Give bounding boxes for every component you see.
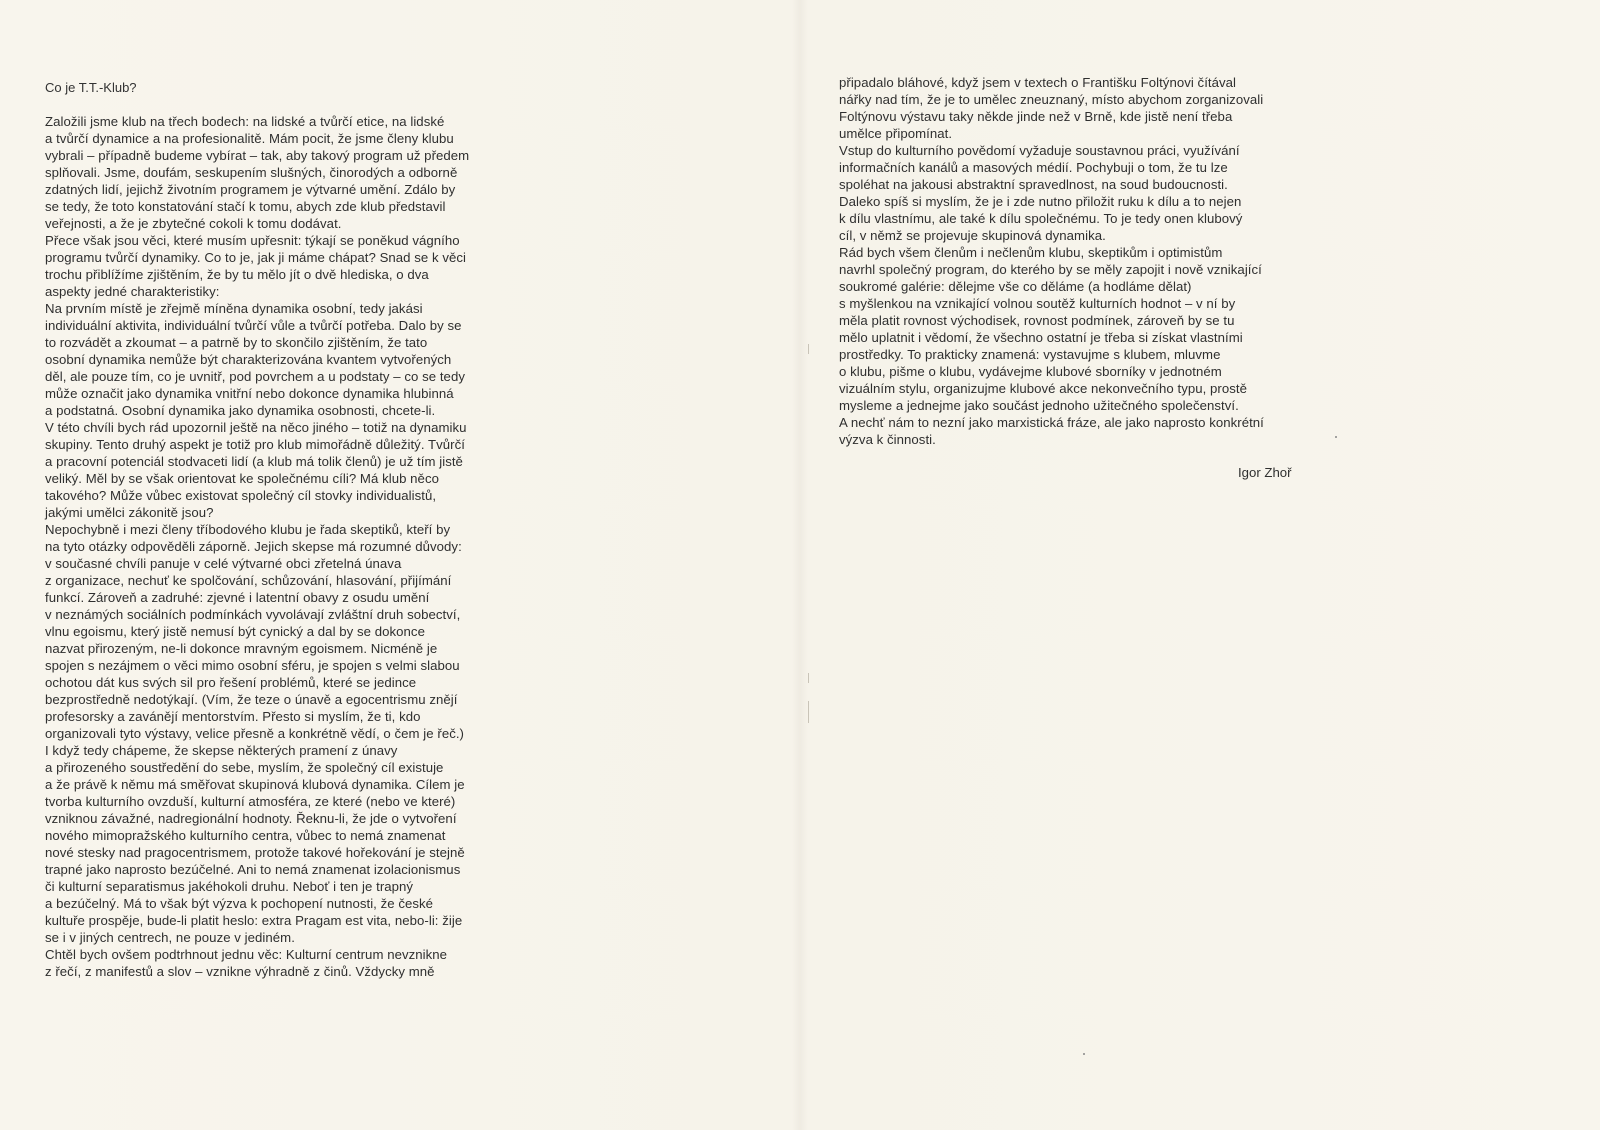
- text-line: z organizace, nechuť ke spolčování, schůzování, hlasování, přijímání: [45, 573, 452, 588]
- text-line: nového mimopražského kulturního centra, vůbec to nemá znamenat: [45, 828, 446, 843]
- text-line: splňovali. Jsme, doufám, seskupením slušných, činorodých a odborně: [45, 165, 458, 180]
- text-line: bezprostředně nedotýkají. (Vím, že teze o únavě a egocentrismu znějí: [45, 692, 458, 707]
- text-line: soukromé galérie: dělejme vše co děláme (a hodláme dělat): [839, 279, 1192, 294]
- text-line: cíl, v němž se projevuje skupinová dynamika.: [839, 228, 1106, 243]
- left-text-column: [45, 113, 469, 980]
- text-line: funkcí. Zároveň a zadruhé: zjevné i latentní obavy z osudu umění: [45, 590, 430, 605]
- text-line: měla platit rovnost východisek, rovnost podmínek, zároveň by se tu: [839, 313, 1235, 328]
- text-line: aspekty jedné charakteristiky:: [45, 284, 220, 299]
- text-line: trochu přiblížíme zjištěním, že by tu mělo jít o dvě hlediska, o dva: [45, 267, 429, 282]
- text-line: ochotou dát kus svých sil pro řešení problémů, které se jedince: [45, 675, 417, 690]
- text-line: prostředky. To prakticky znamená: vystavujme s klubem, mluvme: [839, 347, 1221, 362]
- text-line: v současné chvíli panuje v celé výtvarné obci zřetelná únava: [45, 556, 402, 571]
- text-line: mělo uplatnit i vědomí, že všechno ostatní je třeba si získat vlastními: [839, 330, 1243, 345]
- text-line: profesorsky a zavánějí mentorstvím. Přesto si myslím, že ti, kdo: [45, 709, 421, 724]
- author-signature: Igor Zhoř: [1238, 465, 1292, 480]
- text-line: s myšlenkou na vznikající volnou soutěž kulturních hodnot – v ní by: [839, 296, 1236, 311]
- text-line: nářky nad tím, že je to umělec zneuznaný, místo abychom zorganizovali: [839, 92, 1264, 107]
- right-text-column: [839, 74, 1264, 448]
- text-line: Založili jsme klub na třech bodech: na lidské a tvůrčí etice, na lidské: [45, 114, 445, 129]
- text-line: takového? Může vůbec existovat společný cíl stovky individualistů,: [45, 488, 437, 503]
- text-line: Vstup do kulturního povědomí vyžaduje soustavnou práci, využívání: [839, 143, 1240, 158]
- text-line: může označit jako dynamika vnitřní nebo dokonce dynamika hlubinná: [45, 386, 454, 401]
- text-line: a pracovní potenciál stodvaceti lidí (a klub má tolik členů) je už tím jistě: [45, 454, 463, 469]
- text-line: připadalo bláhové, když jsem v textech o Františku Foltýnovi čítával: [839, 75, 1237, 90]
- article-title: Co je T.T.-Klub?: [45, 80, 137, 95]
- text-line: děl, ale pouze tím, co je uvnitř, pod povrchem a u podstaty – co se tedy: [45, 369, 465, 384]
- text-line: Na prvním místě je zřejmě míněna dynamika osobní, tedy jakási: [45, 301, 423, 316]
- text-line: vzniknou závažné, nadregionální hodnoty. Řeknu-li, že jde o vytvoření: [45, 811, 457, 826]
- text-line: veliký. Měl by se však orientovat ke společnému cíli? Má klub něco: [45, 471, 439, 486]
- text-line: programu tvůrčí dynamiky. Co to je, jak ji máme chápat? Snad se k věci: [45, 250, 467, 265]
- text-line: A nechť nám to nezní jako marxistická fráze, ale jako naprosto konkrétní: [839, 415, 1264, 430]
- text-line: či kulturní separatismus jakéhokoli druhu. Neboť i ten je trapný: [45, 879, 414, 894]
- text-line: kultuře prospěje, bude-li platit heslo: extra Pragam est vita, nebo-li: žije: [45, 913, 463, 928]
- text-line: a bezúčelný. Má to však být výzva k pochopení nutnosti, že české: [45, 896, 434, 911]
- text-line: v neznámých sociálních podmínkách vyvolávají zvláštní druh sobectví,: [45, 607, 461, 622]
- text-line: nazvat přirozeným, ne-li dokonce mravným egoismem. Nicméně je: [45, 641, 438, 656]
- text-line: navrhl společný program, do kterého by se měly zapojit i nově vznikající: [839, 262, 1262, 277]
- text-line: z řečí, z manifestů a slov – vznikne výhradně z činů. Vždycky mně: [45, 964, 435, 979]
- text-line: nové stesky nad pragocentrismem, protože takové hořekování je stejně: [45, 845, 465, 860]
- text-line: a tvůrčí dynamice a na profesionalitě. Mám pocit, že jsme členy klubu: [45, 131, 454, 146]
- text-line: osobní dynamika nemůže být charakterizována kvantem vytvořených: [45, 352, 452, 367]
- text-line: tvorba kulturního ovzduší, kulturní atmosféra, ze které (nebo ve které): [45, 794, 456, 809]
- text-line: spoléhat na jakousi abstraktní spravedlnost, na soud budoucnosti.: [839, 177, 1228, 192]
- text-line: spojen s nezájmem o věci mimo osobní sféru, je spojen s velmi slabou: [45, 658, 460, 673]
- paper-speck: [1083, 1053, 1085, 1055]
- text-line: trapné jako naprosto bezúčelné. Ani to nemá znamenat izolacionismus: [45, 862, 461, 877]
- text-line: to rozvádět a zkoumat – a patrně by to skončilo zjištěním, že tato: [45, 335, 428, 350]
- paper-speck: [1335, 436, 1337, 438]
- text-line: a že právě k němu má směřovat skupinová klubová dynamika. Cílem je: [45, 777, 465, 792]
- text-line: Chtěl bych ovšem podtrhnout jednu věc: Kulturní centrum nevznikne: [45, 947, 448, 962]
- text-line: Foltýnovu výstavu taky někde jinde než v Brně, kde jistě není třeba: [839, 109, 1233, 124]
- text-line: Rád bych všem členům i nečlenům klubu, skeptikům i optimistům: [839, 245, 1223, 260]
- text-line: vlnu egoismu, který jistě nemusí být cynický a dal by se dokonce: [45, 624, 425, 639]
- text-line: se tedy, že toto konstatování stačí k tomu, abych zde klub představil: [45, 199, 446, 214]
- text-line: skupiny. Tento druhý aspekt je totiž pro klub mimořádně důležitý. Tvůrčí: [45, 437, 465, 452]
- text-line: Přece však jsou věci, které musím upřesnit: týkají se poněkud vágního: [45, 233, 460, 248]
- text-line: I když tedy chápeme, že skepse některých pramení z únavy: [45, 743, 398, 758]
- text-line: V této chvíli bych rád upozornil ještě na něco jiného – totiž na dynamiku: [45, 420, 467, 435]
- text-line: vizuálním stylu, organizujme klubové akce nekonvečního typu, prostě: [839, 381, 1247, 396]
- text-line: zdatných lidí, jejichž životním programem je výtvarné umění. Zdálo by: [45, 182, 456, 197]
- text-line: umělce připomínat.: [839, 126, 953, 141]
- text-line: k dílu vlastnímu, ale také k dílu společnému. To je tedy onen klubový: [839, 211, 1243, 226]
- text-line: informačních kanálů a masových médií. Pochybuji o tom, že tu lze: [839, 160, 1228, 175]
- text-line: Daleko spíš si myslím, že je i zde nutno přiložit ruku k dílu a to nejen: [839, 194, 1242, 209]
- right-page: [800, 0, 1600, 1130]
- text-line: se i v jiných centrech, ne pouze v jediném.: [45, 930, 295, 945]
- text-line: na tyto otázky odpověděli záporně. Jejich skepse má rozumné důvody:: [45, 539, 462, 554]
- text-line: a podstatná. Osobní dynamika jako dynamika osobnosti, chcete-li.: [45, 403, 436, 418]
- text-line: organizovali tyto výstavy, velice přesně a konkrétně vědí, o čem je řeč.): [45, 726, 464, 741]
- text-line: a přirozeného soustředění do sebe, myslím, že společný cíl existuje: [45, 760, 444, 775]
- text-line: Nepochybně i mezi členy tříbodového klubu je řada skeptiků, kteří by: [45, 522, 451, 537]
- text-line: výzva k činnosti.: [839, 432, 936, 447]
- text-line: veřejnosti, a že je zbytečné cokoli k tomu dodávat.: [45, 216, 342, 231]
- text-line: vybrali – případně budeme vybírat – tak, aby takový program už předem: [45, 148, 470, 163]
- text-line: o klubu, pišme o klubu, vydávejme klubové sborníky v jednotném: [839, 364, 1222, 379]
- text-line: individuální aktivita, individuální tvůrčí vůle a tvůrčí potřeba. Dalo by se: [45, 318, 462, 333]
- text-line: mysleme a jednejme jako součást jednoho užitečného společenství.: [839, 398, 1239, 413]
- text-line: jakými umělci zákonitě jsou?: [45, 505, 214, 520]
